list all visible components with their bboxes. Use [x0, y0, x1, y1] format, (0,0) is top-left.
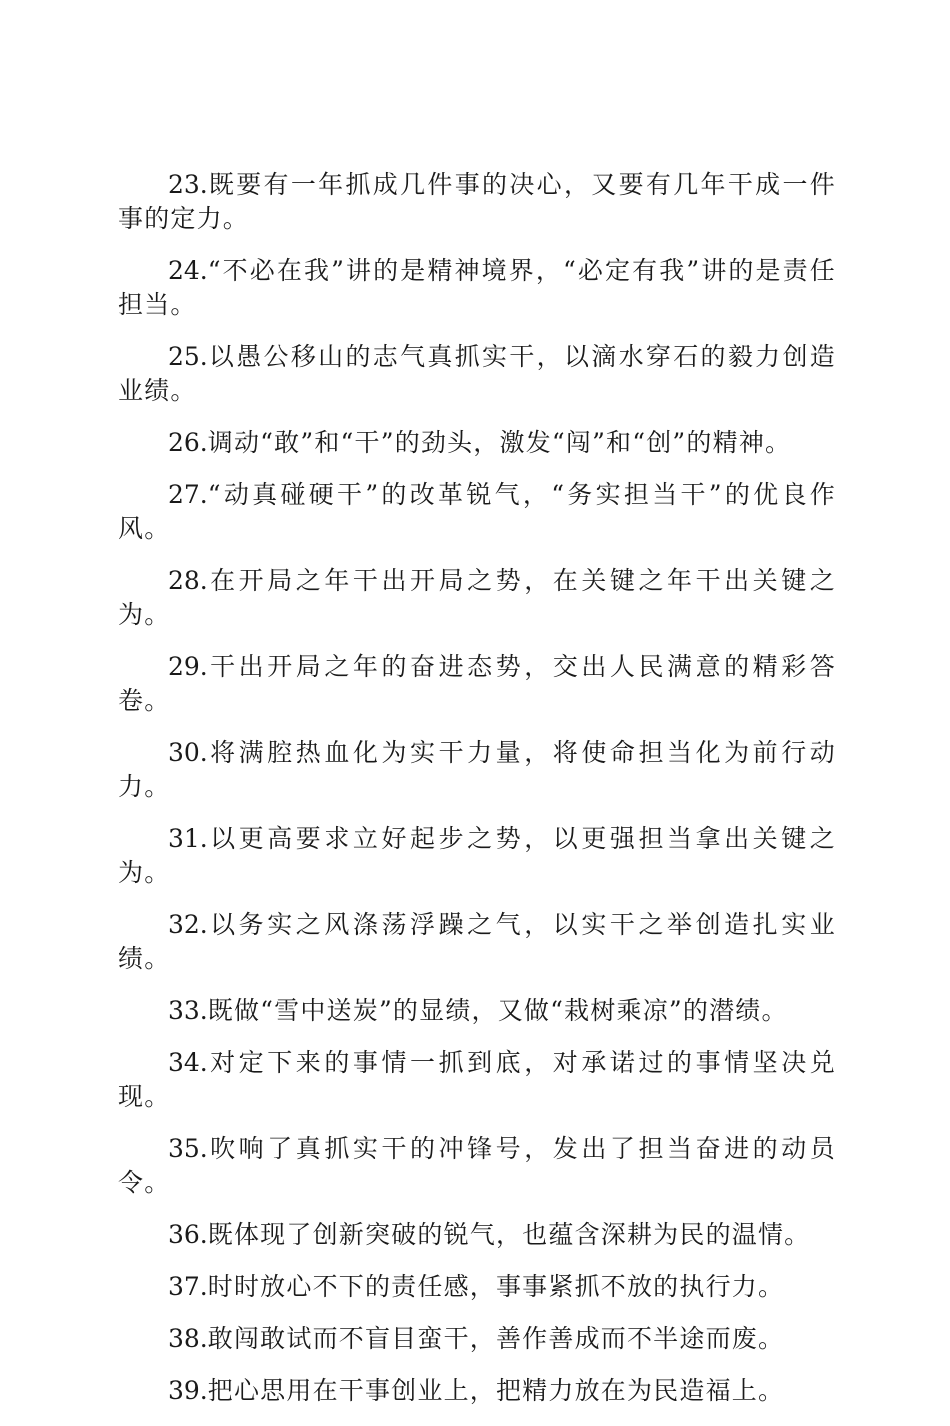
item-number: 28.: [168, 566, 208, 595]
item-text: 调动“敢”和“干”的劲头，激发“闯”和“创”的精神。: [207, 428, 792, 457]
list-item: [118, 478, 836, 546]
item-number: 37.: [168, 1272, 208, 1301]
item-number: 39.: [168, 1376, 208, 1405]
item-text: “动真碰硬干”的改革锐气，“务实担当干”的优良作风。: [118, 480, 836, 543]
list-item: [118, 1218, 836, 1252]
item-text: 干出开局之年的奋进态势，交出人民满意的精彩答卷。: [118, 652, 836, 715]
item-number: 27.: [168, 480, 208, 509]
list-item: [118, 736, 836, 804]
list-item: [118, 908, 836, 976]
list-item: [118, 340, 836, 408]
item-text: 把心思用在干事创业上，把精力放在为民造福上。: [207, 1376, 785, 1405]
list-item: [118, 1322, 836, 1356]
list-item: [118, 994, 836, 1028]
item-text: 以务实之风涤荡浮躁之气，以实干之举创造扎实业绩。: [118, 910, 836, 973]
item-text: 敢闯敢试而不盲目蛮干，善作善成而不半途而废。: [207, 1324, 785, 1353]
item-text: 既体现了创新突破的锐气，也蕴含深耕为民的温情。: [207, 1220, 811, 1249]
item-text: 既要有一年抓成几件事的决心，又要有几年干成一件事的定力。: [118, 170, 836, 233]
item-number: 26.: [168, 428, 208, 457]
item-number: 23.: [168, 170, 208, 199]
list-item: [118, 650, 836, 718]
item-text: 以更高要求立好起步之势，以更强担当拿出关键之为。: [118, 824, 836, 887]
item-number: 32.: [168, 910, 208, 939]
item-text: 对定下来的事情一抓到底，对承诺过的事情坚决兑现。: [118, 1048, 836, 1111]
item-text: 吹响了真抓实干的冲锋号，发出了担当奋进的动员令。: [118, 1134, 836, 1197]
list-item: [118, 254, 836, 322]
item-number: 31.: [168, 824, 208, 853]
item-text: 以愚公移山的志气真抓实干，以滴水穿石的毅力创造业绩。: [118, 342, 836, 405]
item-number: 35.: [168, 1134, 208, 1163]
item-number: 34.: [168, 1048, 208, 1077]
item-text: 将满腔热血化为实干力量，将使命担当化为前行动力。: [118, 738, 836, 801]
item-number: 24.: [168, 256, 208, 285]
list-item: [118, 1270, 836, 1304]
item-number: 36.: [168, 1220, 208, 1249]
item-number: 33.: [168, 996, 208, 1025]
item-text: 在开局之年干出开局之势，在关键之年干出关键之为。: [118, 566, 836, 629]
list-item: [118, 1132, 836, 1200]
list-item: [118, 168, 836, 236]
item-text: 既做“雪中送炭”的显绩，又做“栽树乘凉”的潜绩。: [207, 996, 788, 1025]
item-number: 29.: [168, 652, 208, 681]
item-text: “不必在我”讲的是精神境界，“必定有我”讲的是责任担当。: [118, 256, 836, 319]
list-item: [118, 1046, 836, 1114]
document-body: [118, 168, 836, 1426]
list-item: [118, 1374, 836, 1408]
item-number: 38.: [168, 1324, 208, 1353]
item-text: 时时放心不下的责任感，事事紧抓不放的执行力。: [207, 1272, 785, 1301]
item-number: 25.: [168, 342, 208, 371]
list-item: [118, 822, 836, 890]
list-item: [118, 564, 836, 632]
item-number: 30.: [168, 738, 208, 767]
list-item: [118, 426, 836, 460]
